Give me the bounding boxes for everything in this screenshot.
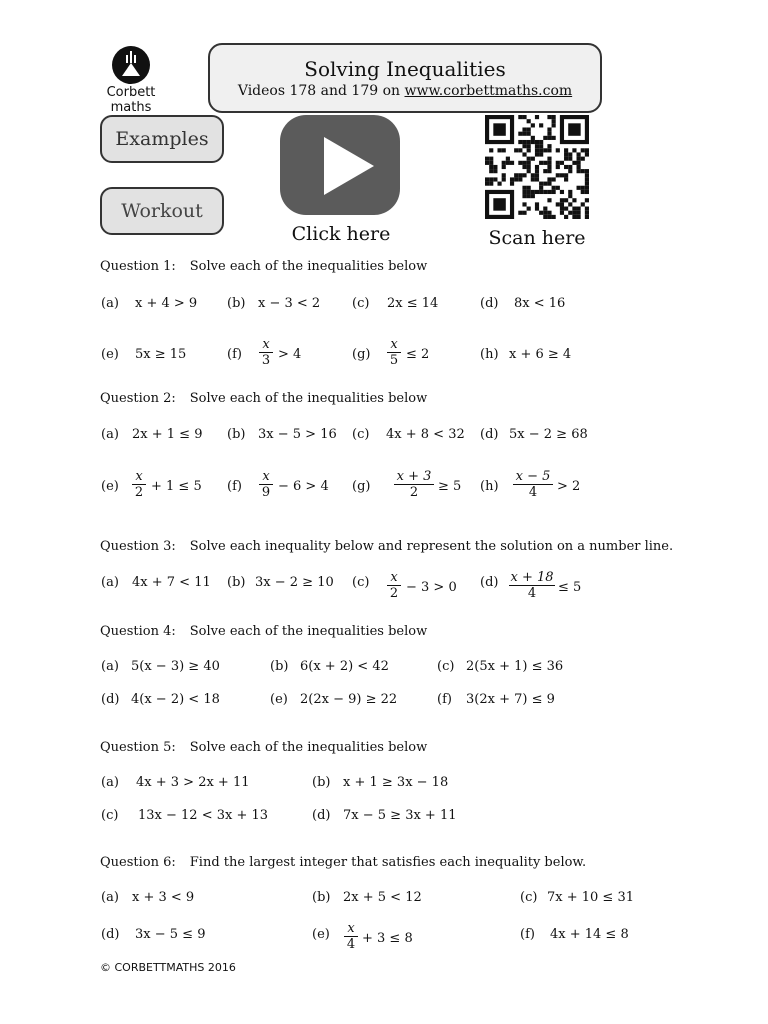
q2-h-fraction bbox=[513, 469, 553, 500]
item-expression: 3x − 2 ≥ 10 bbox=[255, 575, 334, 590]
question-label: Question 3: bbox=[100, 539, 176, 554]
fraction-numerator: x bbox=[262, 469, 270, 484]
q3-d-fraction bbox=[509, 570, 555, 601]
item-label: (a) bbox=[101, 296, 119, 311]
item-label: (e) bbox=[101, 347, 119, 362]
qr-area bbox=[482, 115, 592, 250]
item-expression: 4x + 3 > 2x + 11 bbox=[136, 775, 250, 790]
q4-item-e bbox=[270, 692, 398, 707]
q1-item-b bbox=[227, 296, 321, 311]
q1-item-a bbox=[101, 296, 198, 311]
q2-f-fraction bbox=[259, 469, 273, 500]
item-label: (c) bbox=[520, 890, 538, 905]
item-label: (d) bbox=[480, 575, 499, 590]
item-expression: 5x − 2 ≥ 68 bbox=[509, 427, 588, 442]
item-label: (d) bbox=[312, 808, 331, 823]
item-expression: 3x − 5 ≤ 9 bbox=[135, 927, 206, 942]
q3-c-rest: − 3 > 0 bbox=[406, 580, 457, 595]
q6-item-e bbox=[312, 927, 330, 942]
page-title: Solving Inequalities bbox=[304, 57, 506, 81]
subtitle-text: Videos 178 and 179 on bbox=[237, 83, 405, 99]
q2-item-f bbox=[227, 479, 242, 494]
q6-item-c bbox=[520, 890, 635, 905]
item-label: (a) bbox=[101, 890, 119, 905]
q6-item-b bbox=[312, 890, 422, 905]
item-label: (g) bbox=[352, 347, 371, 362]
fraction-numerator: x bbox=[390, 337, 398, 352]
item-label: (d) bbox=[101, 927, 120, 942]
question-label: Question 1: bbox=[100, 259, 176, 274]
item-label: (c) bbox=[101, 808, 119, 823]
q1-f-fraction bbox=[259, 337, 273, 368]
q6-e-rest: + 3 ≤ 8 bbox=[362, 931, 413, 946]
corbettmaths-logo bbox=[100, 46, 162, 115]
item-label: (d) bbox=[480, 296, 499, 311]
q1-item-d bbox=[480, 296, 566, 311]
page-subtitle bbox=[210, 83, 600, 99]
fraction-denominator: 9 bbox=[261, 485, 271, 500]
q4-item-d bbox=[101, 692, 220, 707]
item-expression: 4x + 7 < 11 bbox=[132, 575, 211, 590]
item-label: (a) bbox=[101, 427, 119, 442]
q3-c-fraction bbox=[387, 570, 401, 601]
item-label: (b) bbox=[312, 890, 331, 905]
item-expression: 2x + 1 ≤ 9 bbox=[132, 427, 203, 442]
q3-item-d bbox=[480, 575, 498, 590]
q1-item-h bbox=[480, 347, 572, 362]
q1-item-g bbox=[352, 347, 370, 362]
item-expression: x + 1 ≥ 3x − 18 bbox=[343, 775, 449, 790]
q1-item-c bbox=[352, 296, 439, 311]
item-label: (d) bbox=[101, 692, 120, 707]
website-link[interactable]: www.corbettmaths.com bbox=[404, 83, 573, 99]
question-text: Solve each of the inequalities below bbox=[189, 624, 428, 639]
q3-item-c bbox=[352, 575, 369, 590]
fraction-denominator: 3 bbox=[261, 353, 271, 368]
item-expression: 4x + 14 ≤ 8 bbox=[550, 927, 629, 942]
q4-item-a bbox=[101, 659, 220, 674]
item-expression: x + 6 ≥ 4 bbox=[509, 347, 572, 362]
item-label: (e) bbox=[270, 692, 288, 707]
question-text: Solve each of the inequalities below bbox=[189, 259, 428, 274]
fraction-numerator: x + 18 bbox=[510, 570, 554, 585]
item-label: (e) bbox=[101, 479, 119, 494]
fraction-denominator: 4 bbox=[346, 937, 356, 952]
item-label: (h) bbox=[480, 479, 499, 494]
scan-here-label: Scan here bbox=[488, 227, 586, 249]
examples-button[interactable]: Examples bbox=[100, 115, 224, 163]
q2-item-e bbox=[101, 479, 119, 494]
q2-g-fraction bbox=[394, 469, 434, 500]
q3-item-a bbox=[101, 575, 211, 590]
q1-item-f bbox=[227, 347, 242, 362]
item-label: (b) bbox=[227, 575, 246, 590]
fraction-denominator: 2 bbox=[134, 485, 144, 500]
question-5-heading bbox=[100, 740, 427, 755]
logo-text-line1: Corbett bbox=[106, 85, 156, 100]
q6-item-a bbox=[101, 890, 195, 905]
item-label: (f) bbox=[520, 927, 535, 942]
item-label: (a) bbox=[101, 575, 119, 590]
q1-g-rest: ≤ 2 bbox=[406, 347, 430, 362]
q1-g-fraction bbox=[387, 337, 401, 368]
q2-item-a bbox=[101, 427, 203, 442]
item-label: (d) bbox=[480, 427, 499, 442]
question-4-heading bbox=[100, 624, 427, 639]
fraction-numerator: x bbox=[390, 570, 398, 585]
q2-item-h bbox=[480, 479, 499, 494]
item-label: (a) bbox=[101, 775, 119, 790]
item-label: (f) bbox=[437, 692, 452, 707]
item-label: (f) bbox=[227, 479, 242, 494]
fraction-denominator: 4 bbox=[527, 586, 537, 601]
fraction-numerator: x bbox=[347, 921, 355, 936]
question-3-heading bbox=[100, 539, 673, 554]
item-expression: 4x + 8 < 32 bbox=[386, 427, 465, 442]
item-label: (c) bbox=[352, 427, 370, 442]
item-label: (c) bbox=[352, 575, 370, 590]
item-label: (b) bbox=[227, 427, 246, 442]
q2-g-rest: ≥ 5 bbox=[438, 479, 462, 494]
question-text: Find the largest integer that satisfies each inequality below. bbox=[189, 855, 587, 870]
fraction-denominator: 2 bbox=[409, 485, 419, 500]
item-expression: x + 4 > 9 bbox=[135, 296, 198, 311]
qr-code-icon bbox=[485, 115, 589, 219]
workout-button[interactable]: Workout bbox=[100, 187, 224, 235]
item-label: (c) bbox=[437, 659, 455, 674]
q2-e-fraction bbox=[132, 469, 146, 500]
q6-item-f bbox=[520, 927, 629, 942]
item-label: (b) bbox=[227, 296, 246, 311]
fraction-numerator: x bbox=[262, 337, 270, 352]
item-expression: 5(x − 3) ≥ 40 bbox=[131, 659, 220, 674]
q1-item-e bbox=[101, 347, 187, 362]
item-expression: 3(2x + 7) ≤ 9 bbox=[466, 692, 555, 707]
copyright-footer: © CORBETTMATHS 2016 bbox=[100, 961, 236, 974]
question-text: Solve each of the inequalities below bbox=[189, 740, 428, 755]
question-text: Solve each inequality below and represent the solution on a number line. bbox=[189, 539, 674, 554]
item-expression: 3x − 5 > 16 bbox=[258, 427, 337, 442]
item-expression: 4(x − 2) < 18 bbox=[131, 692, 220, 707]
q6-e-fraction bbox=[344, 921, 358, 952]
item-expression: 7x + 10 ≤ 31 bbox=[547, 890, 635, 905]
q2-f-rest: − 6 > 4 bbox=[278, 479, 329, 494]
click-here-label: Click here bbox=[291, 223, 391, 245]
q1-f-rest: > 4 bbox=[278, 347, 302, 362]
item-expression: 6(x + 2) < 42 bbox=[300, 659, 389, 674]
fraction-numerator: x − 5 bbox=[515, 469, 551, 484]
item-label: (g) bbox=[352, 479, 371, 494]
q5-item-c bbox=[101, 808, 269, 823]
video-play-area[interactable] bbox=[274, 115, 404, 250]
q4-item-f bbox=[437, 692, 555, 707]
logo-text-line2: maths bbox=[110, 100, 152, 115]
play-button[interactable] bbox=[280, 115, 400, 215]
item-expression: 13x − 12 < 3x + 13 bbox=[138, 808, 269, 823]
item-expression: 2x + 5 < 12 bbox=[343, 890, 422, 905]
question-label: Question 5: bbox=[100, 740, 176, 755]
play-icon bbox=[324, 137, 374, 195]
question-label: Question 2: bbox=[100, 391, 176, 406]
q2-item-c bbox=[352, 427, 465, 442]
title-box bbox=[208, 43, 602, 113]
q5-item-b bbox=[312, 775, 449, 790]
item-expression: 2(2x − 9) ≥ 22 bbox=[300, 692, 398, 707]
q4-item-b bbox=[270, 659, 389, 674]
q5-item-a bbox=[101, 775, 250, 790]
q2-e-rest: + 1 ≤ 5 bbox=[151, 479, 202, 494]
item-expression: 2(5x + 1) ≤ 36 bbox=[466, 659, 564, 674]
question-6-heading bbox=[100, 855, 586, 870]
q6-item-d bbox=[101, 927, 206, 942]
fraction-denominator: 5 bbox=[389, 353, 399, 368]
q2-h-rest: > 2 bbox=[557, 479, 581, 494]
q2-item-b bbox=[227, 427, 337, 442]
question-text: Solve each of the inequalities below bbox=[189, 391, 428, 406]
fraction-denominator: 2 bbox=[389, 586, 399, 601]
fraction-numerator: x bbox=[135, 469, 143, 484]
q2-item-d bbox=[480, 427, 588, 442]
item-label: (c) bbox=[352, 296, 370, 311]
fraction-numerator: x + 3 bbox=[396, 469, 432, 484]
item-label: (b) bbox=[270, 659, 289, 674]
q2-item-g bbox=[352, 479, 370, 494]
item-label: (a) bbox=[101, 659, 119, 674]
item-expression: 8x < 16 bbox=[514, 296, 566, 311]
question-label: Question 6: bbox=[100, 855, 176, 870]
q5-item-d bbox=[312, 808, 457, 823]
fraction-denominator: 4 bbox=[528, 485, 538, 500]
item-expression: x − 3 < 2 bbox=[258, 296, 321, 311]
item-label: (h) bbox=[480, 347, 499, 362]
question-label: Question 4: bbox=[100, 624, 176, 639]
question-2-heading bbox=[100, 391, 427, 406]
item-label: (e) bbox=[312, 927, 330, 942]
item-expression: 2x ≤ 14 bbox=[387, 296, 439, 311]
q3-d-rest: ≤ 5 bbox=[558, 580, 582, 595]
item-expression: 7x − 5 ≥ 3x + 11 bbox=[343, 808, 457, 823]
question-1-heading bbox=[100, 259, 427, 274]
item-expression: x + 3 < 9 bbox=[132, 890, 195, 905]
item-expression: 5x ≥ 15 bbox=[135, 347, 187, 362]
item-label: (f) bbox=[227, 347, 242, 362]
item-label: (b) bbox=[312, 775, 331, 790]
logo-emblem-icon bbox=[112, 46, 150, 84]
q3-item-b bbox=[227, 575, 334, 590]
q4-item-c bbox=[437, 659, 564, 674]
